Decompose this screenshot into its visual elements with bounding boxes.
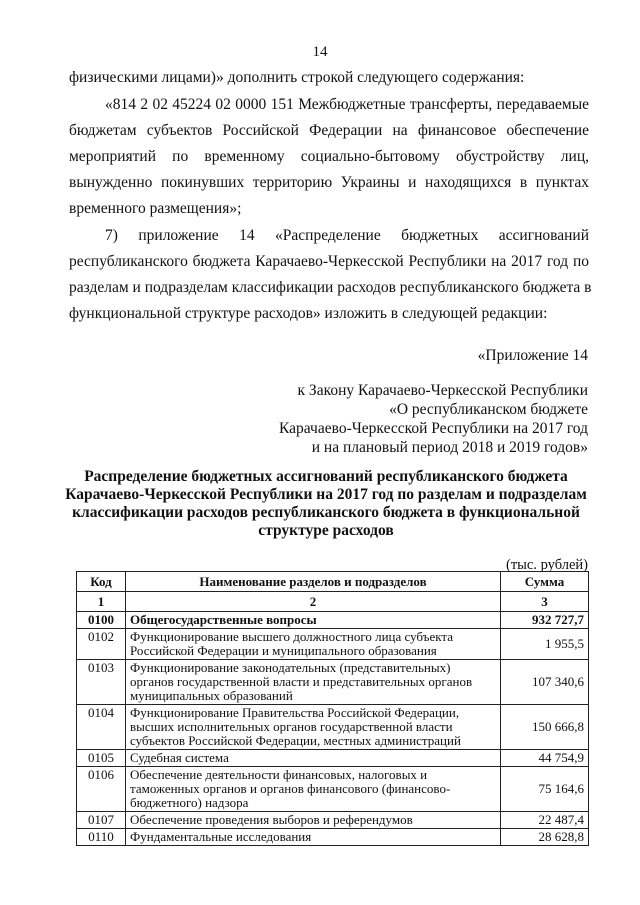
table-row: [77, 829, 589, 846]
code-cell: 0104: [77, 705, 126, 750]
page-number: 14: [312, 44, 328, 60]
index-cell: 1: [77, 592, 126, 612]
index-cell: 2: [126, 592, 501, 612]
title-line: классификации расходов республиканского бюджета в функциональной: [72, 504, 580, 521]
title-line: структуре расходов: [258, 522, 394, 539]
appendix-reference: [279, 381, 588, 457]
text-line: временного размещения»;: [69, 200, 242, 217]
index-cell: 3: [501, 592, 589, 612]
text-line: «814 2 02 45224 02 0000 151 Межбюджетные трансферты, передаваемые: [105, 96, 589, 113]
name-cell: Обеспечение проведения выборов и референдумов: [126, 812, 501, 829]
amount-cell: 150 666,8: [501, 705, 589, 750]
text-line: республиканского бюджета Карачаево-Черкесской Республики на 2017 год по: [69, 253, 589, 270]
text-line: бюджетам субъектов Российской Федерации на финансовое обеспечение: [69, 122, 589, 139]
amount-cell: 75 164,6: [501, 767, 589, 812]
code-cell: 0110: [77, 829, 126, 846]
appendix-title: «Приложение 14: [477, 347, 588, 364]
header-name: Наименование разделов и подразделов: [126, 572, 501, 592]
name-cell: Функционирование высшего должностного лица субъекта Российской Федерации и муниципального образования: [126, 629, 501, 660]
name-cell: Фундаментальные исследования: [126, 829, 501, 846]
name-cell: Функционирование Правительства Российской Федерации, высших исполнительных органов государственной власти субъектов Российской Федерации, местных администраций: [126, 705, 501, 750]
appendix-line: и на плановый период 2018 и 2019 годов»: [311, 439, 588, 456]
header-amount: Сумма: [501, 572, 589, 592]
appendix-line: Карачаево-Черкесской Республики на 2017 год: [279, 420, 588, 437]
paragraph-appendix-change: [69, 223, 592, 327]
table-row: [77, 660, 589, 705]
budget-table: [76, 571, 589, 846]
amount-cell: 107 340,6: [501, 660, 589, 705]
code-cell: 0106: [77, 767, 126, 812]
name-cell: Судебная система: [126, 750, 501, 767]
header-code: Код: [77, 572, 126, 592]
text-line: 7) приложение 14 «Распределение бюджетных ассигнований: [105, 227, 589, 244]
title-line: Карачаево-Черкесской Республики на 2017 год по разделам и подразделам: [65, 486, 587, 503]
paragraph-continuation: [69, 65, 589, 91]
text-line: функциональной структуре расходов» изложить в следующей редакции:: [69, 305, 548, 322]
appendix-line: «О республиканском бюджете: [389, 401, 588, 418]
table-row: [77, 705, 589, 750]
title-line: Распределение бюджетных ассигнований республиканского бюджета: [84, 468, 568, 485]
amount-cell: 932 727,7: [501, 612, 589, 629]
code-cell: 0103: [77, 660, 126, 705]
table-title: [40, 468, 612, 540]
text-line: физическими лицами)» дополнить строкой следующего содержания:: [69, 69, 525, 86]
text-line: разделам и подразделам классификации расходов республиканского бюджета в: [69, 279, 592, 296]
table-row: [77, 612, 589, 629]
amount-cell: 28 628,8: [501, 829, 589, 846]
name-cell: Функционирование законодательных (представительных) органов государственной власти и представительных органов муниципальных образований: [126, 660, 501, 705]
amount-cell: 22 487,4: [501, 812, 589, 829]
amount-cell: 1 955,5: [501, 629, 589, 660]
code-cell: 0105: [77, 750, 126, 767]
paragraph-budget-code: [69, 92, 589, 222]
code-cell: 0107: [77, 812, 126, 829]
amount-cell: 44 754,9: [501, 750, 589, 767]
column-index-row: [77, 592, 589, 612]
text-line: вынужденно покинувших территорию Украины и находящихся в пунктах: [69, 174, 589, 191]
table-row: [77, 767, 589, 812]
table-row: [77, 812, 589, 829]
table-header-row: [77, 572, 589, 592]
units-label: (тыс. рублей): [506, 557, 588, 573]
code-cell: 0100: [77, 612, 126, 629]
name-cell: Обеспечение деятельности финансовых, налоговых и таможенных органов и органов финансового (финансово-бюджетного) надзора: [126, 767, 501, 812]
text-line: мероприятий по временному социально-бытовому обустройству лиц,: [69, 148, 589, 165]
table-row: [77, 750, 589, 767]
name-cell: Общегосударственные вопросы: [126, 612, 501, 629]
appendix-line: к Закону Карачаево-Черкесской Республики: [297, 382, 588, 399]
table-row: [77, 629, 589, 660]
code-cell: 0102: [77, 629, 126, 660]
